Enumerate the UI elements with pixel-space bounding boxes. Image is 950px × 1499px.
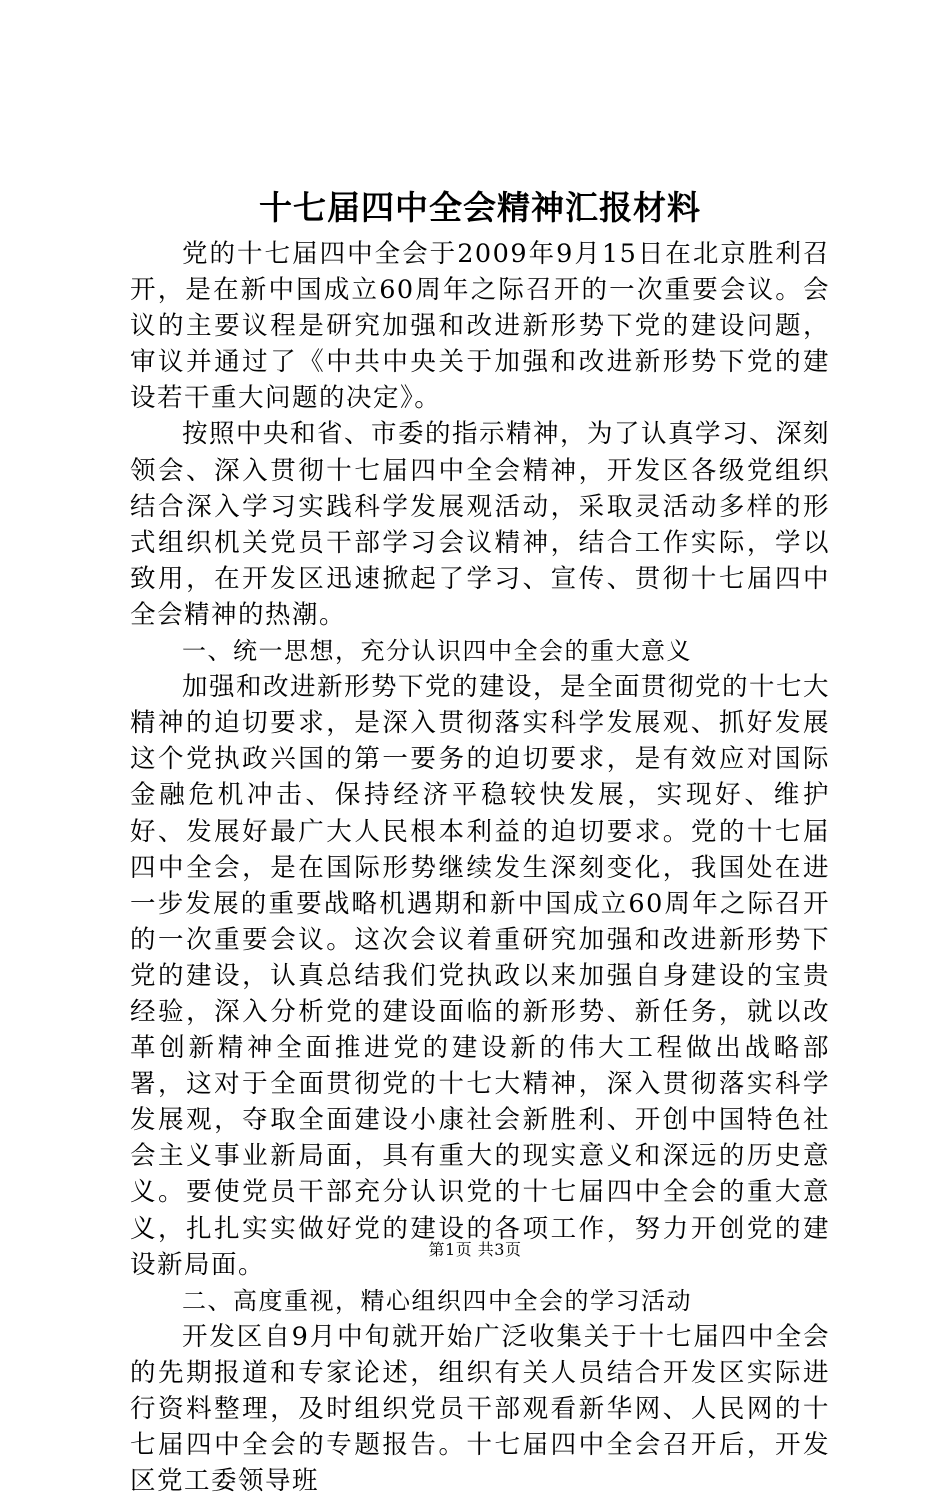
paragraph-intro: 党的十七届四中全会于2009年9月15日在北京胜利召开，是在新中国成立60周年之际召开的一次重要会议。会议的主要议程是研究加强和改进新形势下党的建设问题，审议并通过了《中共中央关于加强和改进新形势下党的建设若干重大问题的决定》。 [130, 239, 830, 414]
section-heading-2: 二、高度重视，精心组织四中全会的学习活动 [182, 1286, 692, 1315]
paragraph-significance: 加强和改进新形势下党的建设，是全面贯彻党的十七大精神的迫切要求，是深入贯彻落实科学发展观、抓好发展这个党执政兴国的第一要务的迫切要求，是有效应对国际金融危机冲击、保持经济平稳较快发展，实现好、维护好、发展好最广大人民根本利益的迫切要求。党的十七届四中全会，是在国际形势继续发生深刻变化，我国处在进一步发展的重要战略机遇期和新中国成立60周年之际召开的一次重要会议。这次会议着重研究加强和改进新形势下党的建设，认真总结我们党执政以来加强自身建设的宝贵经验，深入分析党的建设面临的新形势、新任务，就以改革创新精神全面推进党的建设新的伟大工程做出战略部署，这对于全面贯彻党的十七大精神，深入贯彻落实科学发展观，夺取全面建设小康社会新胜利、开创中国特色社会主义事业新局面，具有重大的现实意义和深远的历史意义。要使党员干部充分认识党的十七届四中全会的重大意义，扎扎实实做好党的建设的各项工作，努力开创党的建设新局面。 [130, 672, 831, 1280]
document-body [130, 236, 830, 1499]
paragraph-guidance: 按照中央和省、市委的指示精神，为了认真学习、深刻领会、深入贯彻十七届四中全会精神，开发区各级党组织结合深入学习实践科学发展观活动，采取灵活动多样的形式组织机关党员干部学习会议精神，结合工作实际，学以致用，在开发区迅速掀起了学习、宣传、贯彻十七届四中全会精神的热潮。 [130, 419, 831, 630]
document-title: 十七届四中全会精神汇报材料 [259, 188, 701, 227]
section-heading-1: 一、统一思想，充分认识四中全会的重大意义 [182, 637, 692, 666]
page-number-footer: 第1页 共3页 [428, 1240, 522, 1259]
paragraph-study-activities: 开发区自9月中旬就开始广泛收集关于十七届四中全会的先期报道和专家论述，组织有关人员结合开发区实际进行资料整理，及时组织党员干部观看新华网、人民网的十七届四中全会的专题报告。十七届四中全会召开后，开发区党工委领导班 [130, 1321, 830, 1497]
